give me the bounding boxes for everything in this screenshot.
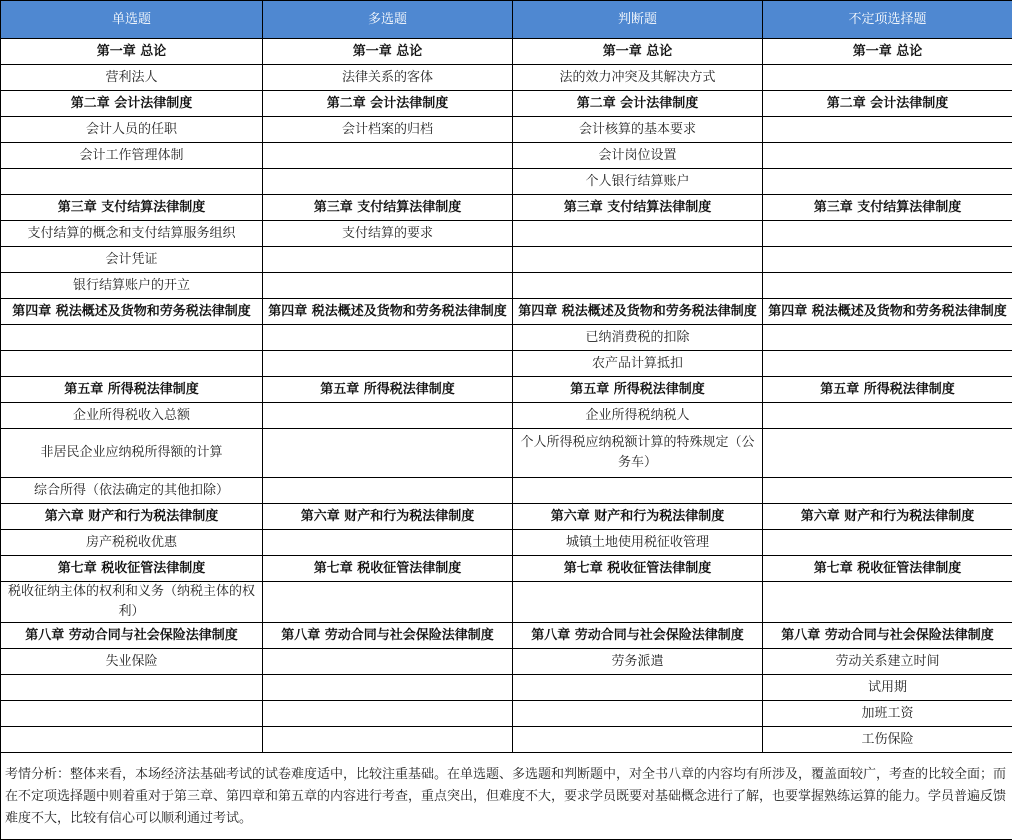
topic-cell-single-choice [1, 169, 263, 195]
header-true-false: 判断题 [513, 1, 763, 39]
chapter-cell-single-choice: 第五章 所得税法律制度 [1, 377, 263, 403]
topic-cell-true-false: 个人银行结算账户 [513, 169, 763, 195]
chapter-cell-true-false: 第五章 所得税法律制度 [513, 377, 763, 403]
table-row [1, 727, 1012, 753]
chapter-cell-multiple-choice: 第八章 劳动合同与社会保险法律制度 [263, 623, 513, 649]
topic-cell-true-false: 农产品计算抵扣 [513, 351, 763, 377]
chapter-cell-multiple-choice: 第二章 会计法律制度 [263, 91, 513, 117]
table-row [1, 247, 1012, 273]
topic-cell-multiple-choice: 法律关系的客体 [263, 65, 513, 91]
topic-cell-multiple-choice [263, 478, 513, 504]
topic-cell-true-false: 会计岗位设置 [513, 143, 763, 169]
topic-cell-indefinite-choice [763, 273, 1012, 299]
topic-cell-single-choice: 会计人员的任职 [1, 117, 263, 143]
topic-cell-true-false [513, 247, 763, 273]
topic-cell-single-choice: 失业保险 [1, 649, 263, 675]
chapter-cell-true-false: 第六章 财产和行为税法律制度 [513, 504, 763, 530]
chapter-cell-indefinite-choice: 第五章 所得税法律制度 [763, 377, 1012, 403]
topic-cell-multiple-choice [263, 701, 513, 727]
chapter-row [1, 556, 1012, 582]
chapter-cell-true-false: 第一章 总论 [513, 39, 763, 65]
topic-cell-true-false [513, 727, 763, 753]
topic-cell-indefinite-choice [763, 325, 1012, 351]
chapter-cell-single-choice: 第八章 劳动合同与社会保险法律制度 [1, 623, 263, 649]
topic-cell-single-choice: 非居民企业应纳税所得额的计算 [1, 429, 263, 478]
topic-cell-indefinite-choice: 工伤保险 [763, 727, 1012, 753]
topic-cell-indefinite-choice [763, 351, 1012, 377]
chapter-cell-indefinite-choice: 第一章 总论 [763, 39, 1012, 65]
topic-cell-single-choice: 综合所得（依法确定的其他扣除） [1, 478, 263, 504]
topic-cell-single-choice: 会计工作管理体制 [1, 143, 263, 169]
topic-cell-multiple-choice [263, 169, 513, 195]
topic-cell-multiple-choice [263, 351, 513, 377]
topic-cell-single-choice [1, 701, 263, 727]
topic-cell-multiple-choice [263, 247, 513, 273]
topic-cell-multiple-choice [263, 675, 513, 701]
topic-cell-multiple-choice [263, 649, 513, 675]
chapter-cell-single-choice: 第六章 财产和行为税法律制度 [1, 504, 263, 530]
chapter-cell-multiple-choice: 第六章 财产和行为税法律制度 [263, 504, 513, 530]
topic-cell-true-false: 会计核算的基本要求 [513, 117, 763, 143]
chapter-row [1, 299, 1012, 325]
chapter-cell-indefinite-choice: 第八章 劳动合同与社会保险法律制度 [763, 623, 1012, 649]
table-row [1, 701, 1012, 727]
topic-cell-indefinite-choice [763, 169, 1012, 195]
topic-cell-multiple-choice [263, 429, 513, 478]
chapter-cell-indefinite-choice: 第四章 税法概述及货物和劳务税法律制度 [763, 299, 1012, 325]
topic-cell-single-choice [1, 325, 263, 351]
chapter-cell-indefinite-choice: 第二章 会计法律制度 [763, 91, 1012, 117]
header-indefinite-choice: 不定项选择题 [763, 1, 1012, 39]
topic-cell-multiple-choice [263, 403, 513, 429]
topic-cell-single-choice: 房产税税收优惠 [1, 530, 263, 556]
topic-cell-single-choice: 银行结算账户的开立 [1, 273, 263, 299]
topic-cell-single-choice [1, 727, 263, 753]
topic-cell-true-false [513, 478, 763, 504]
chapter-cell-single-choice: 第四章 税法概述及货物和劳务税法律制度 [1, 299, 263, 325]
header-single-choice: 单选题 [1, 1, 263, 39]
chapter-cell-true-false: 第四章 税法概述及货物和劳务税法律制度 [513, 299, 763, 325]
topic-cell-indefinite-choice [763, 117, 1012, 143]
chapter-row [1, 39, 1012, 65]
topic-cell-single-choice: 会计凭证 [1, 247, 263, 273]
table-row [1, 143, 1012, 169]
table-row [1, 530, 1012, 556]
notes-row [1, 753, 1012, 840]
chapter-row [1, 195, 1012, 221]
topic-cell-multiple-choice [263, 143, 513, 169]
table-row [1, 117, 1012, 143]
topic-cell-indefinite-choice: 试用期 [763, 675, 1012, 701]
topic-cell-single-choice: 支付结算的概念和支付结算服务组织 [1, 221, 263, 247]
topic-cell-true-false: 已纳消费税的扣除 [513, 325, 763, 351]
topic-cell-true-false [513, 582, 763, 623]
chapter-cell-indefinite-choice: 第七章 税收征管法律制度 [763, 556, 1012, 582]
topic-cell-single-choice: 企业所得税收入总额 [1, 403, 263, 429]
chapter-cell-multiple-choice: 第五章 所得税法律制度 [263, 377, 513, 403]
topic-cell-single-choice: 营利法人 [1, 65, 263, 91]
topic-cell-true-false: 法的效力冲突及其解决方式 [513, 65, 763, 91]
topic-cell-indefinite-choice [763, 143, 1012, 169]
topic-cell-indefinite-choice [763, 221, 1012, 247]
chapter-cell-single-choice: 第七章 税收征管法律制度 [1, 556, 263, 582]
topic-cell-true-false: 城镇土地使用税征收管理 [513, 530, 763, 556]
chapter-cell-single-choice: 第一章 总论 [1, 39, 263, 65]
chapter-row [1, 377, 1012, 403]
topic-cell-true-false [513, 701, 763, 727]
chapter-row [1, 623, 1012, 649]
table-row [1, 169, 1012, 195]
topic-cell-indefinite-choice: 加班工资 [763, 701, 1012, 727]
topic-cell-multiple-choice: 支付结算的要求 [263, 221, 513, 247]
topic-cell-multiple-choice [263, 582, 513, 623]
topic-cell-true-false [513, 273, 763, 299]
table-row [1, 478, 1012, 504]
header-multiple-choice: 多选题 [263, 1, 513, 39]
chapter-cell-indefinite-choice: 第三章 支付结算法律制度 [763, 195, 1012, 221]
chapter-row [1, 91, 1012, 117]
topic-cell-indefinite-choice: 劳动关系建立时间 [763, 649, 1012, 675]
topic-cell-single-choice: 税收征纳主体的权利和义务（纳税主体的权利） [1, 582, 263, 623]
topic-cell-indefinite-choice [763, 247, 1012, 273]
topic-cell-multiple-choice [263, 273, 513, 299]
chapter-cell-multiple-choice: 第七章 税收征管法律制度 [263, 556, 513, 582]
chapter-cell-multiple-choice: 第四章 税法概述及货物和劳务税法律制度 [263, 299, 513, 325]
table-row [1, 325, 1012, 351]
topic-cell-indefinite-choice [763, 582, 1012, 623]
topic-cell-indefinite-choice [763, 530, 1012, 556]
topic-cell-single-choice [1, 351, 263, 377]
topic-cell-true-false: 个人所得税应纳税额计算的特殊规定（公务车） [513, 429, 763, 478]
table-row [1, 675, 1012, 701]
table-row [1, 273, 1012, 299]
chapter-row [1, 504, 1012, 530]
chapter-cell-single-choice: 第三章 支付结算法律制度 [1, 195, 263, 221]
topic-cell-multiple-choice [263, 530, 513, 556]
chapter-cell-true-false: 第二章 会计法律制度 [513, 91, 763, 117]
table-row [1, 582, 1012, 623]
exam-analysis-notes: 考情分析：整体来看，本场经济法基础考试的试卷难度适中，比较注重基础。在单选题、多选题和判断题中，对全书八章的内容均有所涉及，覆盖面较广，考查的比较全面；而在不定项选择题中则着重对于第三章、第四章和第五章的内容进行考查，重点突出，但难度不大，要求学员既要对基础概念进行了解，也要掌握熟练运算的能力。学员普遍反馈难度不大，比较有信心可以顺利通过考试。 [1, 753, 1012, 840]
topic-cell-indefinite-choice [763, 478, 1012, 504]
table-row [1, 649, 1012, 675]
chapter-cell-indefinite-choice: 第六章 财产和行为税法律制度 [763, 504, 1012, 530]
table-body [1, 39, 1012, 753]
topic-cell-multiple-choice: 会计档案的归档 [263, 117, 513, 143]
chapter-cell-multiple-choice: 第一章 总论 [263, 39, 513, 65]
chapter-cell-true-false: 第七章 税收征管法律制度 [513, 556, 763, 582]
chapter-cell-true-false: 第三章 支付结算法律制度 [513, 195, 763, 221]
topic-cell-multiple-choice [263, 325, 513, 351]
chapter-cell-single-choice: 第二章 会计法律制度 [1, 91, 263, 117]
topic-cell-indefinite-choice [763, 65, 1012, 91]
topic-cell-true-false [513, 675, 763, 701]
topic-cell-true-false [513, 221, 763, 247]
chapter-cell-true-false: 第八章 劳动合同与社会保险法律制度 [513, 623, 763, 649]
topic-cell-single-choice [1, 675, 263, 701]
topic-cell-true-false: 劳务派遣 [513, 649, 763, 675]
table-row [1, 429, 1012, 478]
topic-cell-true-false: 企业所得税纳税人 [513, 403, 763, 429]
topic-cell-multiple-choice [263, 727, 513, 753]
table-row [1, 65, 1012, 91]
table-row [1, 403, 1012, 429]
table-row [1, 351, 1012, 377]
table-row [1, 221, 1012, 247]
topic-cell-indefinite-choice [763, 403, 1012, 429]
topic-cell-indefinite-choice [763, 429, 1012, 478]
header-row [1, 1, 1012, 39]
chapter-cell-multiple-choice: 第三章 支付结算法律制度 [263, 195, 513, 221]
